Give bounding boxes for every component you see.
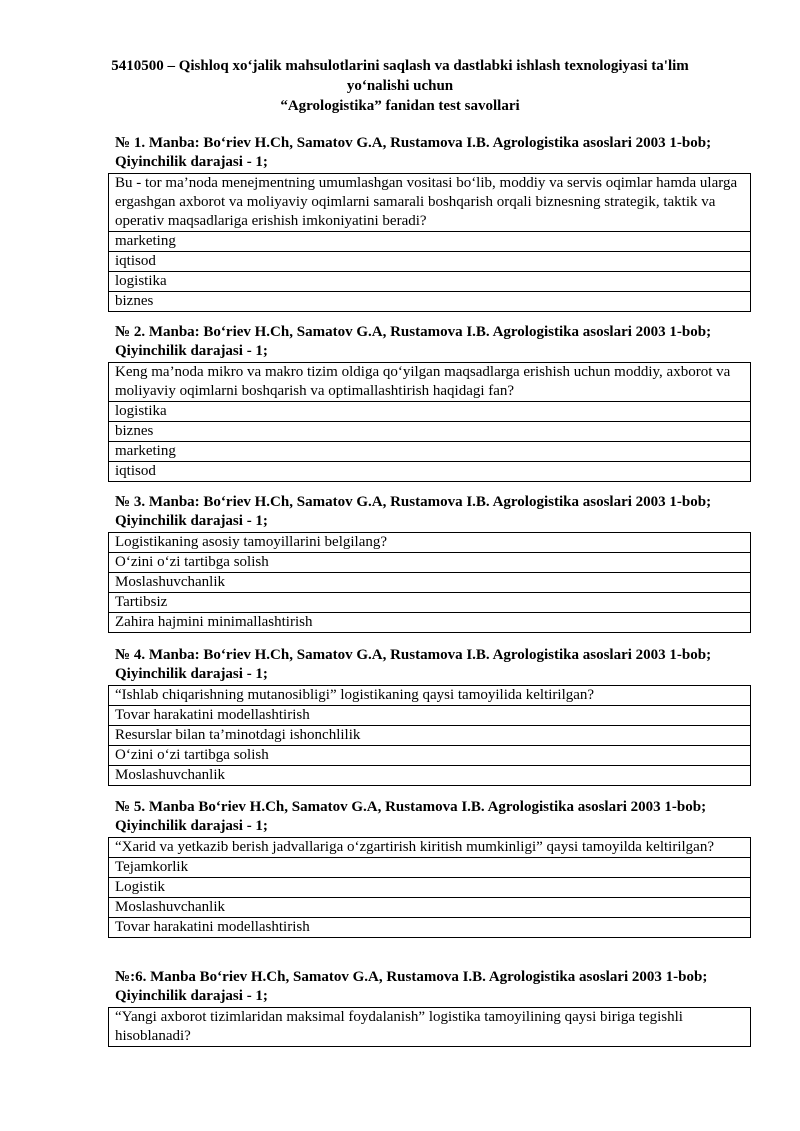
- answer-option: Zahira hajmini minimallashtirish: [109, 613, 751, 633]
- question-block-1: [108, 134, 751, 312]
- question-text: “Xarid va yetkazib berish jadvallariga o‘zgartirish kiritish mumkinligi” qaysi tamoyilda keltirilgan?: [109, 838, 751, 858]
- answer-option: Moslashuvchanlik: [109, 766, 751, 786]
- question-text: Keng ma’noda mikro va makro tizim oldiga qo‘yilgan maqsadlarga erishish uchun moddiy, axborot va moliyaviy oqimlarni boshqarish va optimallashtirish haqidagi fan?: [109, 363, 751, 402]
- question-header: № 2. Manba: Bo‘riev H.Ch, Samatov G.A, Rustamova I.B. Agrologistika asoslari 2003 1-bob; Qiyinchilik darajasi - 1;: [115, 324, 712, 359]
- question-header: № 5. Manba Bo‘riev H.Ch, Samatov G.A, Rustamova I.B. Agrologistika asoslari 2003 1-bob; Qiyinchilik darajasi - 1;: [115, 799, 707, 834]
- question-block-3: [108, 493, 751, 633]
- answer-option: Moslashuvchanlik: [109, 898, 751, 918]
- answer-option: logistika: [109, 402, 751, 422]
- answer-option: Logistik: [109, 878, 751, 898]
- answer-option: marketing: [109, 232, 751, 252]
- title-line-1: 5410500 – Qishloq xo‘jalik mahsulotlarini saqlash va dastlabki ishlash texnologiyasi ta'lim yo‘nalishi uchun: [111, 58, 689, 94]
- answer-option: iqtisod: [109, 252, 751, 272]
- question-block-2: [108, 323, 751, 482]
- answer-option: Resurslar bilan ta’minotdagi ishonchlilik: [109, 726, 751, 746]
- answer-option: logistika: [109, 272, 751, 292]
- question-table: [108, 685, 751, 786]
- question-block-4: [108, 646, 751, 786]
- answer-option: biznes: [109, 292, 751, 312]
- title-line-2: “Agrologistika” fanidan test savollari: [280, 98, 520, 114]
- answer-option: Tejamkorlik: [109, 858, 751, 878]
- answer-option: marketing: [109, 442, 751, 462]
- question-header: №:6. Manba Bo‘riev H.Ch, Samatov G.A, Rustamova I.B. Agrologistika asoslari 2003 1-bob; Qiyinchilik darajasi - 1;: [115, 969, 708, 1004]
- answer-option: iqtisod: [109, 462, 751, 482]
- question-block-6: [108, 968, 751, 1047]
- document-title: [100, 56, 700, 116]
- question-table: [108, 1007, 751, 1047]
- answer-option: biznes: [109, 422, 751, 442]
- answer-option: O‘zini o‘zi tartibga solish: [109, 746, 751, 766]
- question-text: Bu - tor ma’noda menejmentning umumlashgan vositasi bo‘lib, moddiy va servis oqimlar hamda ularga ergashgan axborot va moliyaviy oqimlarni samarali boshqarish orqali biznesning strategik, taktik va operativ maqsadlariga erishish imkoniyatini beradi?: [109, 174, 751, 232]
- answer-option: Tovar harakatini modellashtirish: [109, 706, 751, 726]
- question-text: Logistikaning asosiy tamoyillarini belgilang?: [109, 533, 751, 553]
- question-header: № 4. Manba: Bo‘riev H.Ch, Samatov G.A, Rustamova I.B. Agrologistika asoslari 2003 1-bob; Qiyinchilik darajasi - 1;: [115, 647, 712, 682]
- answer-option: Tartibsiz: [109, 593, 751, 613]
- question-table: [108, 837, 751, 938]
- question-text: “Ishlab chiqarishning mutanosibligi” logistikaning qaysi tamoyilida keltirilgan?: [109, 686, 751, 706]
- question-text: “Yangi axborot tizimlaridan maksimal foydalanish” logistika tamoyilining qaysi biriga tegishli hisoblanadi?: [109, 1008, 751, 1047]
- question-block-5: [108, 798, 751, 938]
- question-header: № 1. Manba: Bo‘riev H.Ch, Samatov G.A, Rustamova I.B. Agrologistika asoslari 2003 1-bob; Qiyinchilik darajasi - 1;: [115, 135, 712, 170]
- question-table: [108, 173, 751, 312]
- question-table: [108, 532, 751, 633]
- answer-option: Tovar harakatini modellashtirish: [109, 918, 751, 938]
- answer-option: Moslashuvchanlik: [109, 573, 751, 593]
- answer-option: O‘zini o‘zi tartibga solish: [109, 553, 751, 573]
- question-header: № 3. Manba: Bo‘riev H.Ch, Samatov G.A, Rustamova I.B. Agrologistika asoslari 2003 1-bob; Qiyinchilik darajasi - 1;: [115, 494, 712, 529]
- question-table: [108, 362, 751, 482]
